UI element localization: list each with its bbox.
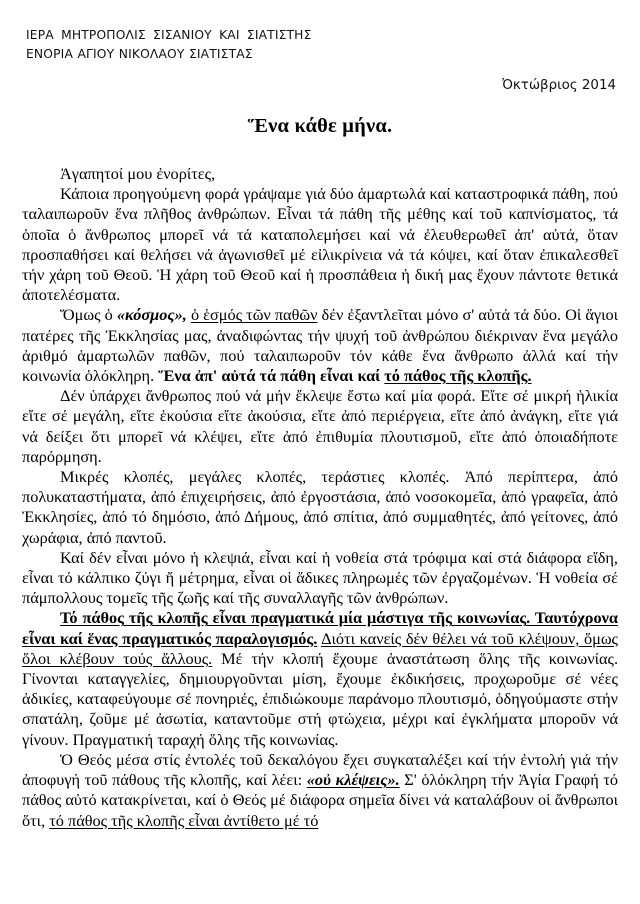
commandment-lead-text: Ὁ Θεός μέσα στίς ἐντολές τοῦ δεκαλόγου ἔχει συγκαταλέξει καί τήν ἐντολή γιά τήν ἀποφυγή τοῦ πάθους τῆς κλοπῆς, καί λέει: [22, 749, 618, 790]
theft-bold-underlined: τό πάθος τῆς κλοπῆς. [384, 366, 532, 386]
paragraph-places-text: Μικρές κλοπές, μεγάλες κλοπές, τεράστιες κλοπές. Ἀπό περίπτερα, ἀπό πολυκαταστήματα, ἀπό ἐπιχειρήσεις, ἀπό ἐργοστάσια, ἀπό νοσοκομεῖα, ἀπό γραφεῖα, ἀπό Ἐκκλησίες, ἀπό τό δημόσιο, ἀπό Δήμους, ἀπό σπίτια, ἀπό συμμαθητές, ἀπό γείτονες, ἀπό χωράφια, ἀπό παντοῦ. [22, 467, 618, 547]
scourge-rest-text: Μέ τήν κλοπή ἔχουμε ἀναστάτωση ὅλης τῆς κοινωνίας. Γίνονται καταγγελίες, δημιουργοῦνται μίση, ἔχουμε ἐκδικήσεις, προχωροῦμε σέ νέες ἀδικίες, καταφεύγουμε σέ πονηριές, ἐπιδιώκουμε παράνομο πλουτισμό, ὁδηγούμαστε στήν σπατάλη, ζοῦμε μέ ἀσωτία, καταντοῦμε στή φτώχεια, μέχρι καί ἐγκλήματα μποροῦν νά γίνουν. Πραγματική ταραχή ὅλης τῆς κοινωνίας. [22, 648, 619, 749]
paragraph-everyone-steals-text: Δέν ὑπάρχει ἄνθρωπος πού νά μήν ἔκλεψε ἔστω καί μία φορά. Εἴτε σέ μικρή ἡλικία εἴτε σέ μεγάλη, εἴτε ἑκούσια εἴτε ἀκούσια, εἴτε ἀπό περιέργεια, εἴτε ἀπό ἀνάγκη, εἴτε γιά νά δείξει ὅτι μπορεῖ νά κλέψει, εἴτε ἀπό ἐπιθυμία πλουτισμοῦ, εἴτε ἀπό ὁποιαδήποτε παρόρμηση. [22, 386, 618, 466]
salutation-text: Ἀγαπητοί μου ἐνορίτες, [60, 164, 216, 183]
kosmos-continued-text: δέν ἐξαντλεῖται μόνο σ' αὐτά τά δύο. Οἱ ἅγιοι πατέρες τῆς Ἐκκλησίας μας, ἀναδιφώντας τήν ψυχή τοῦ ἀνθρώπου διέκριναν ἕνα μεγάλο ἀριθμό ἁμαρτωλῶν παθῶν, πού ταλαιπωροῦν τόν κάθε ἕνα ἄνθρωπο ἀλλά καί τήν κοινωνία ὁλόκληρη. [22, 305, 618, 386]
scourge-bold-underlined: Τό πάθος τῆς κλοπῆς εἶναι πραγματικά μία μάστιγα τῆς κοινωνίας. Ταυτόχρονα εἶναι καί ἕνας πραγματικός παραλογισμός. [22, 608, 618, 648]
paragraph-intro-text: Κάποια προηγούμενη φορά γράψαμε γιά δύο ἁμαρτωλά καί καταστροφικά πάθη, πού ταλαιπωροῦν ἕνα πλῆθος ἀνθρώπων. Εἶναι τά πάθη τῆς μέθης καί τοῦ καπνίσματος, τά ὁποῖα ὁ ἄνθρωπος μπορεῖ νά τά καταπολεμήσει καί νά ἐλευθερωθεῖ ἀπ' αὐτά, ὅταν προσπαθήσει καί θελήσει νά ἀγωνισθεῖ μέ εἰλικρίνεια νά τά κόψει, καί ὅταν ἐπικαλεσθεῖ τήν χάρη τοῦ Θεοῦ. Ἡ χάρη τοῦ Θεοῦ καί ἡ προσπάθεια ἡ δική μας ἔχουν πάντοτε θετικά ἀποτελέσματα. [22, 184, 618, 305]
paragraph-salutation [22, 164, 618, 184]
paragraph-intro [22, 184, 618, 305]
paragraph-places [22, 467, 618, 548]
paragraph-everyone-steals [22, 386, 618, 467]
masthead [26, 26, 618, 64]
paragraph-adulteration [22, 548, 618, 609]
issue-date: Ὀκτώβριος 2014 [502, 78, 616, 93]
commandment-quote: «οὐ κλέψεις». [306, 770, 400, 790]
document-body [22, 164, 618, 831]
scourge-underlined: Διότι κανείς δέν θέλει νά τοῦ κλέψουν, ὅμως ὅλοι κλέβουν τούς ἄλλους. [22, 628, 618, 668]
paragraph-adulteration-text: Καί δέν εἶναι μόνο ἡ κλεψιά, εἶναι καί ἡ νοθεία στά τρόφιμα καί στά διάφορα εἴδη, εἶναι τό κάλπικο ζύγι ἤ μέτρημα, εἶναι οἱ ἄδικες πληρωμές τῶν ἐργαζομένων. Ἡ νοθεία σέ πάμπολλους τομεῖς τῆς ζωῆς καί τῆς συναλλαγῆς τῶν ἀνθρώπων. [22, 547, 618, 608]
kosmos-emphasis: «κόσμος», [116, 305, 187, 325]
paragraph-commandment [22, 750, 618, 831]
commandment-underlined-tail: τό πάθος τῆς κλοπῆς εἶναι ἀντίθετο μέ τό [49, 810, 319, 830]
theft-bold-lead: Ἕνα ἀπ' αὐτά τά πάθη εἶναι καί [158, 366, 385, 386]
paragraph-scourge [22, 608, 618, 749]
kosmos-lead-text: Ὅμως ὁ [60, 305, 117, 325]
esmos-underlined: ὁ ἑσμός τῶν παθῶν [190, 305, 318, 325]
page-title: Ἕνα κάθε μήνα. [247, 115, 393, 137]
masthead-line-parish: ΕΝΟΡΙΑ ΑΓΙΟΥ ΝΙΚΟΛΑΟΥ ΣΙΑΤΙΣΤΑΣ [26, 47, 253, 61]
commandment-middle-text: Σ' ὁλόκληρη τήν Ἁγία Γραφή τό πάθος αὐτό κατακρίνεται, καί ὁ Θεός μέ διάφορα σημεῖα δίνει νά καταλάβουν οἱ ἄνθρωποι ὅτι, [22, 770, 619, 830]
paragraph-kosmos [22, 305, 618, 386]
masthead-line-metropolis: ΙΕΡΑ ΜΗΤΡΟΠΟΛΙΣ ΣΙΣΑΝΙΟΥ ΚΑΙ ΣΙΑΤΙΣΤΗΣ [26, 28, 312, 42]
